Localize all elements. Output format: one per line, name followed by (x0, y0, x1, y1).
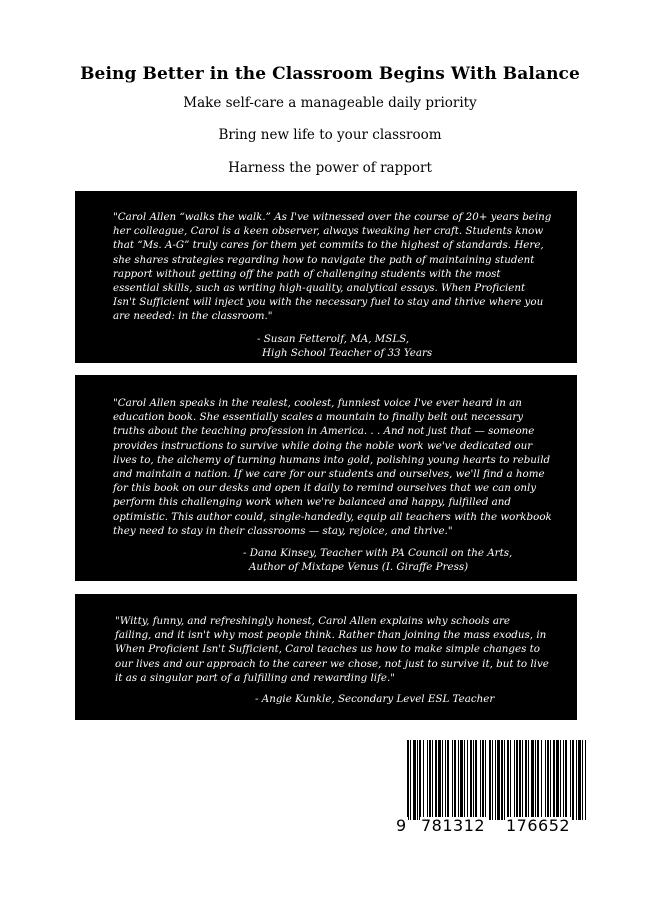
barcode-bar (475, 740, 477, 820)
quote-line: "Witty, funny, and refreshingly honest, Carol Allen explains why schools are (115, 615, 510, 627)
quote-line: When Proficient Isn't Sufficient, Carol teaches us how to make simple changes to (115, 643, 540, 656)
barcode-bar (510, 740, 511, 820)
barcode-bar (470, 740, 472, 820)
page-title: Being Better in the Classroom Begins With Balance (80, 64, 580, 84)
barcode-bar (582, 740, 583, 820)
tagline-new-life: Bring new life to your classroom (218, 127, 442, 143)
barcode-bar (550, 740, 551, 820)
barcode-bar (537, 740, 539, 820)
barcode-bar (452, 740, 453, 820)
barcode-lead-digit: 9 (396, 816, 407, 835)
barcode-bar (464, 740, 465, 820)
barcode-bar (413, 740, 416, 820)
barcode-bar (485, 740, 486, 820)
quote-line: that “Ms. A-G” truly cares for them yet commits to the highest of standards. Here, (113, 239, 544, 252)
barcode-bar (492, 740, 493, 820)
barcode-bar (467, 740, 468, 820)
barcode-bar (427, 740, 428, 820)
barcode-bar (535, 740, 536, 820)
barcode-bar (531, 740, 534, 820)
testimonial-box-fetterolf (75, 191, 577, 363)
barcode-bar (556, 740, 559, 820)
testimonial-quote (115, 614, 577, 685)
testimonial-attribution (113, 332, 577, 360)
quote-line: provides instructions to survive while doing the noble work we've dedicated our (113, 439, 533, 452)
barcode-bar (460, 740, 463, 820)
barcode-bar (442, 740, 443, 820)
barcode-bar (438, 740, 441, 820)
testimonial-attribution (115, 692, 577, 706)
testimonial-attribution (113, 546, 577, 574)
quote-line: essential skills, such as writing high-quality, analytical essays. When Proficient (113, 282, 526, 295)
barcode-bar (417, 740, 418, 820)
barcode-bar (585, 740, 586, 820)
barcode-bar (454, 740, 456, 820)
quote-line: her colleague, Carol is a keen observer, always tweaking her craft. Students know (113, 225, 544, 238)
attribution-line: - Angie Kunkle, Secondary Level ESL Teacher (255, 693, 495, 706)
barcode-digit-group-1: 781312 (421, 816, 486, 835)
tagline-rapport: Harness the power of rapport (228, 160, 432, 176)
isbn-barcode (395, 740, 591, 848)
barcode-bar (560, 740, 561, 820)
quote-line: it as a singular part of a fulfilling and rewarding life." (115, 671, 396, 684)
quote-line: and maintain a nation. If we care for our students and ourselves, we'll find a home (113, 468, 545, 481)
barcode-bar (516, 740, 518, 820)
barcode-bar (565, 740, 567, 820)
quote-line: failing, and it isn't why most people think. Rather than joining the mass exodus, in (115, 629, 547, 642)
attribution-line: - Susan Fetterolf, MA, MSLS, (257, 332, 410, 345)
barcode-bar (410, 740, 411, 820)
barcode-bar (489, 740, 491, 820)
barcode-bar (576, 740, 577, 820)
barcode-bar (528, 740, 529, 820)
testimonial-quote (113, 396, 577, 538)
barcode-bar (578, 740, 581, 820)
quote-line: they need to stay in their classrooms — stay, rejoice, and thrive." (113, 524, 453, 537)
quote-line: our lives and our approach to the career we chose, not just to survive it, but to live (115, 657, 549, 670)
barcode-bar (514, 740, 515, 820)
quote-line: rapport without getting off the path of challenging students with the most (113, 267, 501, 280)
quote-line: lives to, the alchemy of turning humans into gold, polishing young hearts to rebuild (113, 453, 551, 466)
barcode-bar (570, 740, 571, 820)
quote-line: perform this challenging work when we're balanced and happy, fulfilled and (113, 496, 511, 509)
barcode-bar (507, 740, 509, 820)
quote-line: education book. She essentially scales a mountain to finally belt out necessary (113, 411, 524, 424)
barcode-bar (458, 740, 459, 820)
quote-line: are needed: in the classroom." (113, 310, 273, 323)
quote-line: she shares strategies regarding how to navigate the path of maintaining student (113, 253, 535, 266)
barcode-bar (423, 740, 424, 820)
barcode-bar (447, 740, 449, 820)
tagline-self-care: Make self-care a manageable daily priority (183, 95, 477, 111)
barcode-digit-group-2: 176652 (506, 816, 571, 835)
attribution-line: Author of Mixtape Venus (I. Giraffe Press) (249, 561, 469, 574)
barcode-bar (482, 740, 484, 820)
barcode-bar (445, 740, 446, 820)
testimonial-box-kinsey (75, 375, 577, 581)
quote-line: truths about the teaching profession in America. . . And not just that — someone (113, 425, 535, 438)
barcode-bar (545, 740, 546, 820)
barcode-bar (525, 740, 527, 820)
barcode-bar (541, 740, 542, 820)
barcode-bar (547, 740, 549, 820)
quote-line: Isn't Sufficient will inject you with the necessary fuel to stay and thrive where you (113, 296, 544, 309)
barcode-bar (495, 740, 496, 820)
barcode-bar (501, 740, 503, 820)
quote-line: optimistic. This author could, single-handedly, equip all teachers with the workbook (113, 510, 552, 523)
barcode-bar (480, 740, 481, 820)
quote-line: "Carol Allen “walks the walk.” As I've witnessed over the course of 20+ years being (113, 211, 552, 223)
barcode-bar (572, 740, 574, 820)
barcode-bar (435, 740, 437, 820)
barcode-bars (395, 740, 591, 820)
testimonial-quote (113, 210, 577, 324)
barcode-bar (497, 740, 500, 820)
barcode-bar (407, 740, 409, 820)
barcode-bar (429, 740, 431, 820)
barcode-bar (519, 740, 521, 820)
attribution-line: High School Teacher of 33 Years (262, 346, 433, 359)
barcode-bar (419, 740, 421, 820)
barcode-bar (563, 740, 564, 820)
barcode-bar (553, 740, 555, 820)
quote-line: "Carol Allen speaks in the realest, coolest, funniest voice I've ever heard in an (113, 397, 522, 409)
barcode-bar (432, 740, 433, 820)
attribution-line: - Dana Kinsey, Teacher with PA Council on the Arts, (243, 547, 513, 560)
barcode-bar (504, 740, 505, 820)
barcode-bar (522, 740, 523, 820)
quote-line: for this book on our desks and open it daily to remind ourselves that we can only (113, 482, 537, 495)
barcode-bar (473, 740, 474, 820)
testimonial-box-kunkle (75, 594, 577, 720)
